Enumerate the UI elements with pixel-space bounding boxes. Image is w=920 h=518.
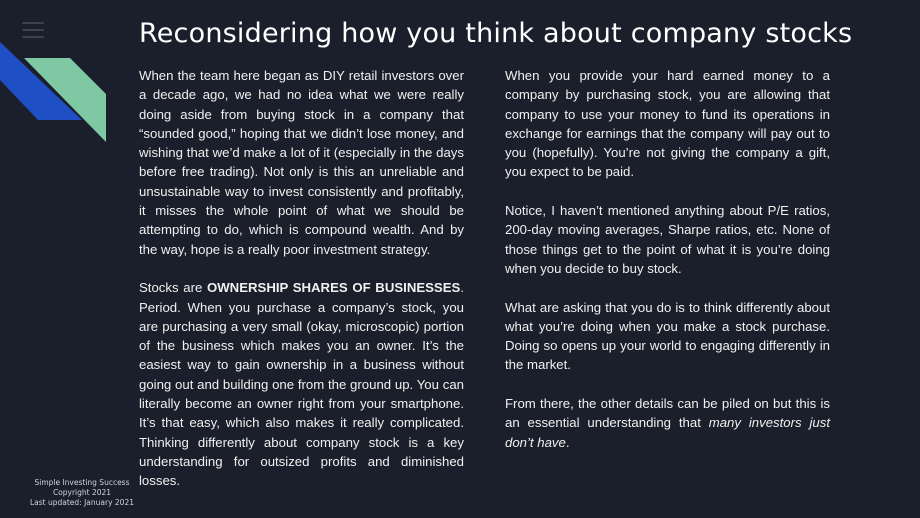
footer-copyright: Copyright 2021	[52, 488, 112, 497]
footer	[22, 478, 142, 508]
slide-title: Reconsidering how you think about company stocks	[139, 18, 853, 49]
p2-prefix: Stocks are	[139, 280, 207, 296]
p4-suffix: .	[565, 434, 570, 450]
right-paragraph-4	[505, 394, 830, 452]
footer-brand: Simple Investing Success	[34, 478, 130, 487]
decorative-stripes	[0, 36, 110, 146]
left-column	[139, 66, 464, 510]
p4-prefix: From there, the other details can be piled on but this is an essential understanding that	[505, 396, 830, 431]
right-paragraph-1: When you provide your hard earned money to a company by purchasing stock, you are allowing that company to use your money to fund its operations in exchange for earnings that the company will pay out to you (hopefully). You’re not giving the company a gift, you expect to be paid.	[505, 68, 830, 180]
right-column	[505, 66, 830, 471]
p2-suffix: . Period. When you purchase a company’s stock, you are purchasing a very small (okay, microscopic) portion of the business which makes you an owner. It’s the easiest way to gain ownership in a business without going out and building one from the ground up. You can literally become an owner right from your smartphone. It’s that easy, which also makes it really complicated. Thinking differently about company stock is a key understanding for outsized profits and diminished losses.	[139, 280, 464, 489]
p4-italic: many investors just don’t have	[505, 415, 830, 450]
right-paragraph-3: What are asking that you do is to think differently about what you’re doing when you make a stock purchase. Doing so opens up your world to engaging differently in the market.	[505, 299, 830, 373]
left-paragraph-1: When the team here began as DIY retail investors over a decade ago, we had no idea what we were really doing aside from buying stock in a company that “sounded good,” hoping that we didn’t lose money, and wishing that we’d make a lot of it (especially in the days before free trading). Not only is this an unreliable and unsustainable way to invest consistently and profitably, it misses the whole point of what we should be attempting to do, which is compound wealth. And by the way, hope is a really poor investment strategy.	[139, 68, 464, 257]
ownership-emphasis: OWNERSHIP SHARES OF BUSINESSES	[206, 280, 461, 296]
footer-updated: Last updated: January 2021	[29, 498, 134, 507]
right-paragraph-2: Notice, I haven’t mentioned anything about P/E ratios, 200-day moving averages, Sharpe ratios, etc. None of those things get to the point of what it is you’re doing when you decide to buy stock.	[505, 203, 830, 276]
left-paragraph-2	[139, 278, 464, 490]
